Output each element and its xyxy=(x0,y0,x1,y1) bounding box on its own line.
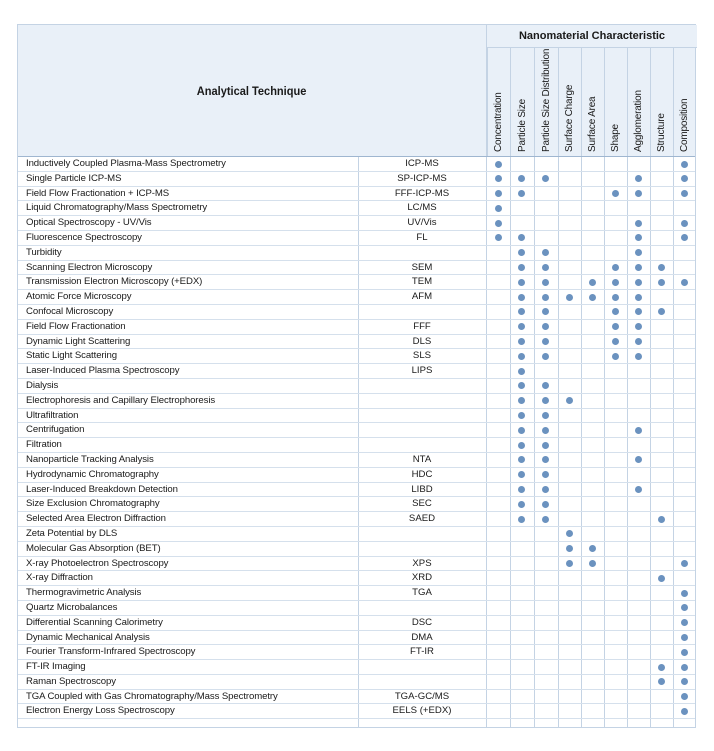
applicability-dot xyxy=(518,338,525,345)
applicability-dot xyxy=(542,382,549,389)
technique-name: Raman Spectroscopy xyxy=(26,675,116,687)
analytical-technique-title: Analytical Technique xyxy=(197,83,307,98)
technique-name: TGA Coupled with Gas Chromatography/Mass Spectrometry xyxy=(26,690,278,702)
technique-abbreviation: TGA-GC/MS xyxy=(394,690,450,702)
technique-abbreviation: LIBD xyxy=(411,483,433,495)
applicability-dot xyxy=(681,664,688,671)
technique-name: Dynamic Light Scattering xyxy=(26,335,131,347)
applicability-dot xyxy=(612,294,619,301)
table-row xyxy=(18,290,695,305)
applicability-dot xyxy=(681,220,688,227)
table-row xyxy=(18,216,695,231)
applicability-dot xyxy=(635,353,642,360)
technique-name: Dialysis xyxy=(26,379,59,391)
technique-name: Dynamic Mechanical Analysis xyxy=(26,631,150,643)
table-row xyxy=(18,394,695,409)
technique-name: Liquid Chromatography/Mass Spectrometry xyxy=(26,202,208,214)
applicability-dot xyxy=(635,486,642,493)
applicability-dot xyxy=(542,516,549,523)
table-row xyxy=(18,423,695,438)
applicability-dot xyxy=(612,308,619,315)
table-row xyxy=(18,187,695,202)
table-row xyxy=(18,246,695,261)
column-header-label: Particle Size xyxy=(516,99,528,152)
applicability-dot xyxy=(635,338,642,345)
applicability-dot xyxy=(518,190,525,197)
column-header xyxy=(673,48,695,156)
applicability-dot xyxy=(635,279,642,286)
applicability-dot xyxy=(658,279,665,286)
applicability-dot xyxy=(518,382,525,389)
technique-name: Hydrodynamic Chromatography xyxy=(26,468,159,480)
applicability-dot xyxy=(658,664,665,671)
technique-name: X-ray Diffraction xyxy=(26,572,93,584)
technique-name: Centrifugation xyxy=(26,424,85,436)
technique-name: Electrophoresis and Capillary Electrophoresis xyxy=(26,394,216,406)
applicability-dot xyxy=(681,634,688,641)
technique-name: Electron Energy Loss Spectroscopy xyxy=(26,705,175,717)
applicability-dot xyxy=(495,234,502,241)
applicability-dot xyxy=(566,294,573,301)
applicability-dot xyxy=(518,442,525,449)
technique-name: Field Flow Fractionation xyxy=(26,320,126,332)
applicability-dot xyxy=(542,456,549,463)
applicability-dot xyxy=(681,234,688,241)
technique-name: Molecular Gas Absorption (BET) xyxy=(26,542,161,554)
technique-abbreviation: FT-IR xyxy=(410,646,434,658)
technique-abbreviation: NTA xyxy=(412,453,432,465)
applicability-dot xyxy=(589,279,596,286)
column-header-label: Agglomeration xyxy=(633,90,644,152)
table-row xyxy=(18,675,695,690)
applicability-dot xyxy=(518,516,525,523)
applicability-dot xyxy=(566,545,573,552)
applicability-dot xyxy=(518,175,525,182)
applicability-dot xyxy=(635,190,642,197)
technique-abbreviation: TEM xyxy=(411,276,433,288)
technique-abbreviation: SAED xyxy=(408,513,436,525)
applicability-dot xyxy=(495,190,502,197)
applicability-dot xyxy=(612,279,619,286)
column-header xyxy=(510,48,534,156)
applicability-dot xyxy=(518,249,525,256)
applicability-dot xyxy=(589,545,596,552)
table-row xyxy=(18,261,695,276)
applicability-dot xyxy=(518,353,525,360)
technique-name: X-ray Photoelectron Spectroscopy xyxy=(26,557,169,569)
technique-name: Quartz Microbalances xyxy=(26,601,118,613)
technique-name: Ultrafiltration xyxy=(26,409,79,421)
technique-name: Single Particle ICP-MS xyxy=(26,172,122,184)
applicability-dot xyxy=(518,456,525,463)
column-header xyxy=(558,48,581,156)
column-header-label: Surface Area xyxy=(587,96,598,152)
technique-abbreviation: DMA xyxy=(411,631,433,643)
applicability-dot xyxy=(681,590,688,597)
applicability-dot xyxy=(542,279,549,286)
table-row xyxy=(18,497,695,512)
applicability-dot xyxy=(518,501,525,508)
applicability-dot xyxy=(542,427,549,434)
column-header-label: Surface Charge xyxy=(564,84,575,152)
applicability-dot xyxy=(542,264,549,271)
applicability-dot xyxy=(681,604,688,611)
applicability-dot xyxy=(658,264,665,271)
applicability-dot xyxy=(681,649,688,656)
applicability-dot xyxy=(566,530,573,537)
table-row xyxy=(18,557,695,572)
technique-abbreviation: EELS (+EDX) xyxy=(392,705,452,717)
applicability-dot xyxy=(518,234,525,241)
table-row xyxy=(18,468,695,483)
technique-abbreviation: ICP-MS xyxy=(405,158,439,169)
table-row xyxy=(18,660,695,675)
technique-abbreviation: UV/Vis xyxy=(407,217,437,229)
applicability-dot xyxy=(495,220,502,227)
technique-name: Fluorescence Spectroscopy xyxy=(26,231,142,243)
table-row xyxy=(18,542,695,557)
applicability-dot xyxy=(635,294,642,301)
table-row xyxy=(18,438,695,453)
applicability-dot xyxy=(542,323,549,330)
applicability-dot xyxy=(518,412,525,419)
applicability-dot xyxy=(681,279,688,286)
applicability-dot xyxy=(542,442,549,449)
applicability-dot xyxy=(681,161,688,168)
table-row xyxy=(18,305,695,320)
table-row xyxy=(18,645,695,660)
applicability-dot xyxy=(495,161,502,168)
technique-name: Selected Area Electron Diffraction xyxy=(26,513,166,525)
table-body xyxy=(18,157,695,719)
applicability-dot xyxy=(612,190,619,197)
technique-abbreviation: FL xyxy=(416,231,428,243)
technique-abbreviation: AFM xyxy=(411,291,433,303)
applicability-dot xyxy=(542,397,549,404)
applicability-dot xyxy=(518,264,525,271)
table-row xyxy=(18,571,695,586)
technique-name: Transmission Electron Microscopy (+EDX) xyxy=(26,276,203,288)
table-row xyxy=(18,320,695,335)
technique-abbreviation: DLS xyxy=(412,335,432,347)
technique-name: Fourier Transform-Infrared Spectroscopy xyxy=(26,646,196,658)
table-row xyxy=(18,631,695,646)
technique-name: Static Light Scattering xyxy=(26,350,118,362)
applicability-dot xyxy=(518,471,525,478)
column-header-label: Concentration xyxy=(493,92,504,152)
technique-abbreviation: FFF xyxy=(413,320,431,332)
table-row xyxy=(18,512,695,527)
applicability-dot xyxy=(635,264,642,271)
applicability-dot xyxy=(635,220,642,227)
applicability-dot xyxy=(542,353,549,360)
applicability-dot xyxy=(542,175,549,182)
applicability-dot xyxy=(589,560,596,567)
technique-name: Optical Spectroscopy - UV/Vis xyxy=(26,217,152,229)
technique-abbreviation: XRD xyxy=(411,572,433,584)
applicability-dot xyxy=(495,175,502,182)
technique-name: Laser-Induced Plasma Spectroscopy xyxy=(26,365,180,377)
technique-name: Thermogravimetric Analysis xyxy=(26,587,142,599)
applicability-dot xyxy=(589,294,596,301)
table-row xyxy=(18,349,695,364)
technique-name: Inductively Coupled Plasma-Mass Spectrometry xyxy=(26,158,226,169)
column-header xyxy=(487,48,510,156)
table-row xyxy=(18,453,695,468)
table-row xyxy=(18,231,695,246)
table-row xyxy=(18,704,695,719)
table-row xyxy=(18,483,695,498)
technique-abbreviation: LIPS xyxy=(411,365,433,377)
applicability-dot xyxy=(612,338,619,345)
applicability-dot xyxy=(681,678,688,685)
technique-name: FT-IR Imaging xyxy=(26,661,86,673)
column-header-label: Structure xyxy=(656,113,667,152)
technique-abbreviation: SEC xyxy=(412,498,432,510)
technique-abbreviation: SEM xyxy=(411,261,433,273)
technique-characteristic-table xyxy=(17,24,696,728)
applicability-dot xyxy=(518,486,525,493)
applicability-dot xyxy=(495,205,502,212)
column-header xyxy=(581,48,604,156)
applicability-dot xyxy=(658,308,665,315)
applicability-dot xyxy=(658,575,665,582)
applicability-dot xyxy=(658,516,665,523)
applicability-dot xyxy=(612,264,619,271)
column-header xyxy=(534,48,558,156)
applicability-dot xyxy=(635,249,642,256)
technique-name: Differential Scanning Calorimetry xyxy=(26,616,163,628)
table-row xyxy=(18,409,695,424)
technique-name: Field Flow Fractionation + ICP-MS xyxy=(26,187,170,199)
column-header xyxy=(650,48,673,156)
technique-abbreviation: LC/MS xyxy=(407,202,437,214)
applicability-dot xyxy=(542,412,549,419)
applicability-dot xyxy=(518,294,525,301)
table-row xyxy=(18,157,695,172)
applicability-dot xyxy=(612,353,619,360)
applicability-dot xyxy=(635,427,642,434)
applicability-dot xyxy=(542,308,549,315)
applicability-dot xyxy=(681,560,688,567)
table-row xyxy=(18,379,695,394)
technique-abbreviation: TGA xyxy=(412,587,432,599)
analytical-technique-header xyxy=(18,25,487,156)
applicability-dot xyxy=(635,234,642,241)
table-row xyxy=(18,364,695,379)
technique-name: Size Exclusion Chromatography xyxy=(26,498,160,510)
applicability-dot xyxy=(542,294,549,301)
technique-abbreviation: XPS xyxy=(412,557,432,569)
column-header xyxy=(627,48,650,156)
technique-abbreviation: DSC xyxy=(411,616,433,628)
technique-abbreviation: SLS xyxy=(412,350,432,362)
table-row xyxy=(18,172,695,187)
table-row xyxy=(18,616,695,631)
applicability-dot xyxy=(681,693,688,700)
applicability-dot xyxy=(635,323,642,330)
applicability-dot xyxy=(566,397,573,404)
applicability-dot xyxy=(681,175,688,182)
column-header-label: Shape xyxy=(610,124,621,152)
technique-name: Atomic Force Microscopy xyxy=(26,291,132,303)
applicability-dot xyxy=(518,279,525,286)
technique-name: Nanoparticle Tracking Analysis xyxy=(26,453,154,465)
technique-name: Zeta Potential by DLS xyxy=(26,527,118,539)
applicability-dot xyxy=(635,456,642,463)
technique-name: Filtration xyxy=(26,439,62,451)
applicability-dot xyxy=(681,190,688,197)
technique-abbreviation: FFF-ICP-MS xyxy=(394,187,450,199)
applicability-dot xyxy=(635,175,642,182)
applicability-dot xyxy=(612,323,619,330)
technique-name: Scanning Electron Microscopy xyxy=(26,261,153,273)
table-row xyxy=(18,201,695,216)
nanomaterial-characteristic-header: Nanomaterial Characteristic xyxy=(487,25,697,48)
applicability-dot xyxy=(518,368,525,375)
technique-name: Laser-Induced Breakdown Detection xyxy=(26,483,178,495)
column-header-label: Composition xyxy=(678,98,690,152)
column-header-label: Particle Size Distribution xyxy=(540,48,552,152)
applicability-dot xyxy=(635,308,642,315)
table-row xyxy=(18,690,695,705)
applicability-dot xyxy=(681,619,688,626)
table-row xyxy=(18,601,695,616)
applicability-dot xyxy=(542,338,549,345)
technique-abbreviation: SP-ICP-MS xyxy=(397,172,447,184)
applicability-dot xyxy=(681,708,688,715)
technique-name: Turbidity xyxy=(26,246,62,258)
column-header xyxy=(604,48,627,156)
applicability-dot xyxy=(518,323,525,330)
applicability-dot xyxy=(518,308,525,315)
table-row xyxy=(18,275,695,290)
applicability-dot xyxy=(542,501,549,508)
applicability-dot xyxy=(542,249,549,256)
applicability-dot xyxy=(566,560,573,567)
table-row xyxy=(18,527,695,542)
applicability-dot xyxy=(518,427,525,434)
table-row xyxy=(18,335,695,350)
technique-name: Confocal Microscopy xyxy=(26,305,114,317)
applicability-dot xyxy=(542,471,549,478)
applicability-dot xyxy=(518,397,525,404)
table-row xyxy=(18,586,695,601)
applicability-dot xyxy=(658,678,665,685)
applicability-dot xyxy=(542,486,549,493)
technique-abbreviation: HDC xyxy=(411,468,433,480)
